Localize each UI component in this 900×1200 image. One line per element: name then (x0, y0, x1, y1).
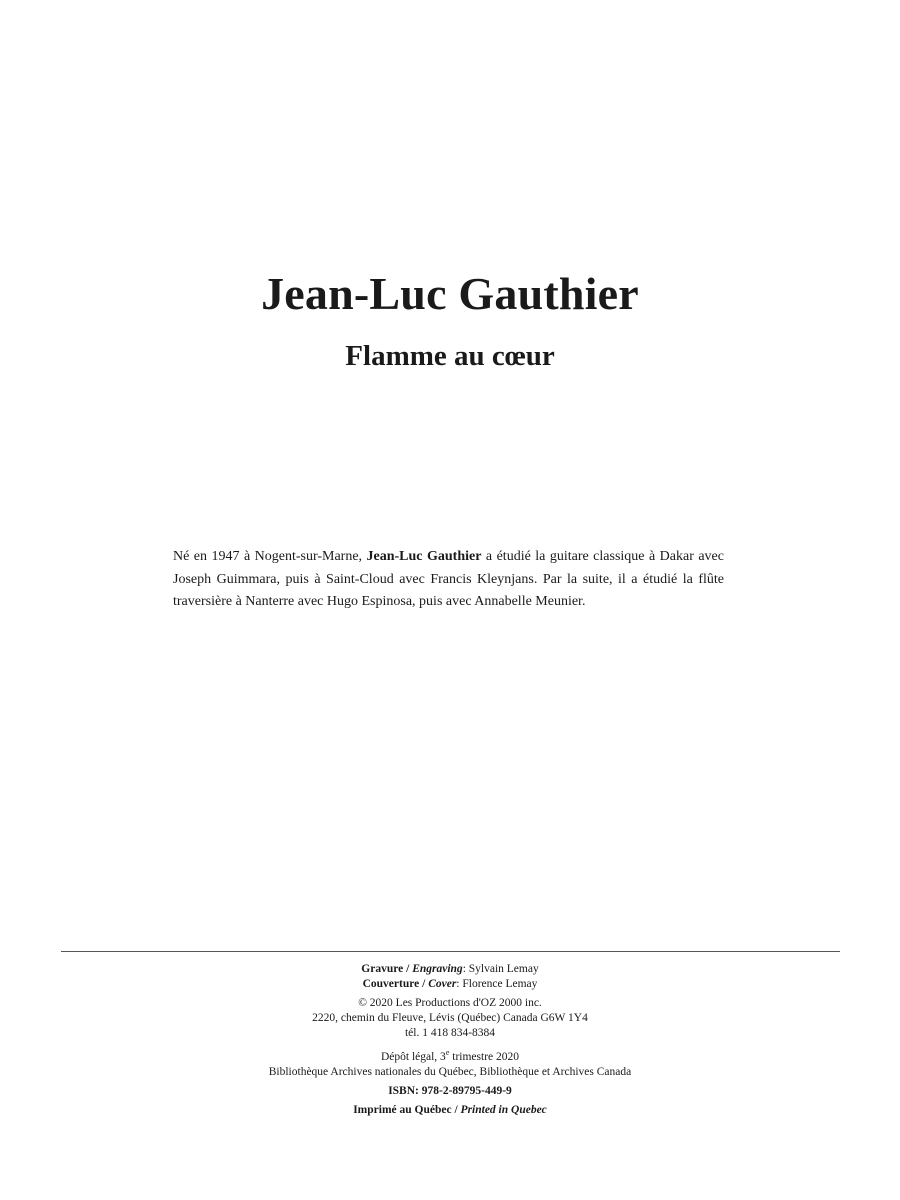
legal-deposit (0, 1045, 900, 1065)
engraving-credit (0, 962, 900, 977)
legal-deposit-ordinal: e (445, 1048, 450, 1057)
cover-label-fr: Couverture (362, 978, 420, 990)
copyright-line: © 2020 Les Productions d'OZ 2000 inc. (358, 997, 542, 1009)
colophon (0, 962, 900, 1118)
printed-in (0, 1103, 900, 1118)
legal-deposit-prefix: Dépôt légal, 3 (380, 1050, 446, 1063)
horizontal-rule (61, 951, 840, 952)
engraving-label-fr: Gravure (361, 963, 404, 975)
libraries-line: Bibliothèque Archives nationales du Québec, Bibliothèque et Archives Canada (268, 1065, 632, 1078)
engraving-value: : Sylvain Lemay (462, 963, 539, 975)
author-name: Jean-Luc Gauthier (261, 268, 639, 319)
publisher-phone: tél. 1 418 834-8384 (404, 1027, 496, 1039)
work-title: Flamme au cœur (345, 340, 555, 372)
bio-name: Jean-Luc Gauthier (366, 549, 482, 564)
biography-paragraph (173, 546, 724, 614)
printed-en: Printed in Quebec (460, 1103, 547, 1116)
cover-credit (0, 977, 900, 992)
isbn-value: ISBN: 978-2-89795-449-9 (388, 1084, 512, 1097)
cover-label-en: Cover (428, 978, 457, 990)
cover-value: : Florence Lemay (456, 978, 538, 990)
publisher-address: 2220, chemin du Fleuve, Lévis (Québec) Canada G6W 1Y4 (312, 1012, 588, 1024)
printed-separator: / (451, 1103, 461, 1116)
cover-separator: / (419, 978, 429, 990)
bio-rest: a étudié la guitare classique à Dakar avec Joseph Guimmara, puis à Saint-Cloud avec Francis Kleynjans. Par la suite, il a étudié la flûte traversière à Nanterre avec Hugo Espinosa, puis avec Annabelle Meunier. (173, 549, 724, 610)
bio-intro: Né en 1947 à Nogent-sur-Marne, (173, 549, 367, 564)
isbn (0, 1084, 900, 1099)
printed-fr: Imprimé au Québec (353, 1103, 452, 1116)
engraving-separator: / (403, 963, 413, 975)
engraving-label-en: Engraving (412, 963, 463, 975)
legal-deposit-suffix: trimestre 2020 (449, 1050, 519, 1063)
